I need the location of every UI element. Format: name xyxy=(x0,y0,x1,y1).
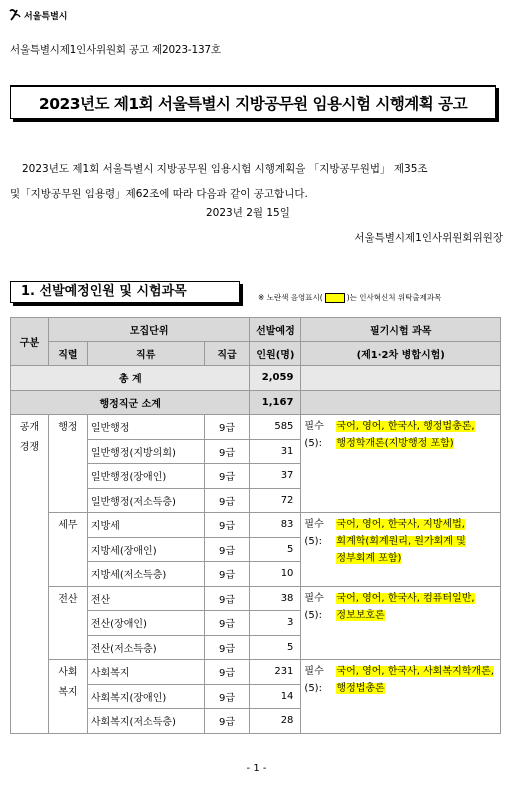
jikryeol-cell xyxy=(48,586,87,660)
subject-cell xyxy=(301,415,501,513)
seoul-logo-icon xyxy=(8,8,22,22)
subject-label: 필수(5): xyxy=(304,421,324,449)
count-cell: 585 xyxy=(250,415,301,440)
subject-label: 필수(5): xyxy=(304,519,324,547)
category-cell xyxy=(11,415,49,734)
grade-cell: 9급 xyxy=(204,488,250,513)
grade-cell: 9급 xyxy=(204,611,250,636)
subject-text xyxy=(336,590,497,624)
legend-swatch xyxy=(325,293,345,303)
total-empty xyxy=(301,366,501,391)
jikryeol-cell xyxy=(48,513,87,587)
body-line-2: 및「지방공무원 임용령」제62조에 따라 다음과 같이 공고합니다. xyxy=(10,188,308,200)
subtotal-row xyxy=(11,390,501,415)
recruitment-table xyxy=(10,317,501,734)
grade-cell: 9급 xyxy=(204,464,250,489)
total-label: 총 계 xyxy=(11,366,250,391)
subject-line: 회계학(회계원리, 원가회계 및 xyxy=(336,536,466,547)
jikryeol-label: 사회 xyxy=(58,667,78,678)
jikryeol-cell xyxy=(48,660,87,734)
grade-cell: 9급 xyxy=(204,562,250,587)
count-cell: 83 xyxy=(250,513,301,538)
table-row xyxy=(11,660,501,685)
grade-cell: 9급 xyxy=(204,513,250,538)
header-subject-2: (제1·2차 병합시험) xyxy=(301,342,501,366)
body-line-1: 2023년도 제1회 서울특별시 지방공무원 임용시험 시행계획을 「지방공무원법」 제35조 xyxy=(22,163,428,175)
subject-line: 행정법총론 xyxy=(336,683,385,694)
legend xyxy=(258,292,441,303)
announcement-body xyxy=(10,157,502,207)
subtotal-value: 1,167 xyxy=(250,390,301,415)
legend-suffix: )는 인사혁신처 위탁출제과목 xyxy=(346,293,442,302)
grade-cell: 9급 xyxy=(204,684,250,709)
header-jikryeol: 직렬 xyxy=(48,342,87,366)
jikryeol-cell xyxy=(48,415,87,513)
count-cell: 5 xyxy=(250,537,301,562)
grade-cell: 9급 xyxy=(204,537,250,562)
table-row xyxy=(11,513,501,538)
grade-cell: 9급 xyxy=(204,586,250,611)
count-cell: 72 xyxy=(250,488,301,513)
subtotal-empty xyxy=(301,390,501,415)
grade-cell: 9급 xyxy=(204,709,250,734)
subtotal-label: 행정직군 소계 xyxy=(11,390,250,415)
jikryu-cell: 일반행정(장애인) xyxy=(87,464,204,489)
grade-cell: 9급 xyxy=(204,415,250,440)
subject-text xyxy=(336,663,497,697)
jikryeol-label: 세무 xyxy=(58,520,78,531)
count-cell: 28 xyxy=(250,709,301,734)
subject-line: 행정학개론(지방행정 포함) xyxy=(336,438,454,449)
section-heading: 1. 선발예정인원 및 시험과목 xyxy=(10,281,240,303)
jikryu-cell: 전산(장애인) xyxy=(87,611,204,636)
jikryeol-label: 복지 xyxy=(58,687,78,698)
table-header-row-1 xyxy=(11,318,501,342)
total-row xyxy=(11,366,501,391)
page-number: - 1 - xyxy=(246,763,267,774)
header-gubun: 구분 xyxy=(11,318,49,366)
logo-text: 서울특별시 xyxy=(24,11,68,22)
count-cell: 5 xyxy=(250,635,301,660)
jikryu-cell: 사회복지 xyxy=(87,660,204,685)
subject-cell xyxy=(301,513,501,587)
jikryu-cell: 지방세 xyxy=(87,513,204,538)
subject-label: 필수(5): xyxy=(304,666,324,694)
grade-cell: 9급 xyxy=(204,635,250,660)
total-value: 2,059 xyxy=(250,366,301,391)
category-line: 경쟁 xyxy=(19,442,40,453)
count-cell: 37 xyxy=(250,464,301,489)
header-inwon-2: 인원(명) xyxy=(250,342,301,366)
subject-cell xyxy=(301,586,501,660)
header-jikgeup: 직급 xyxy=(204,342,250,366)
count-cell: 14 xyxy=(250,684,301,709)
subject-line: 국어, 영어, 한국사, 지방세법, xyxy=(336,519,465,530)
table-row xyxy=(11,586,501,611)
grade-cell: 9급 xyxy=(204,660,250,685)
header-jikryu: 직류 xyxy=(87,342,204,366)
grade-cell: 9급 xyxy=(204,439,250,464)
jikryeol-label: 전산 xyxy=(58,593,78,605)
jikryu-cell: 전산 xyxy=(87,586,204,611)
notice-number: 서울특별시제1인사위원회 공고 제2023-137호 xyxy=(10,44,221,56)
table-row xyxy=(11,415,501,440)
jikryu-cell: 일반행정(저소득층) xyxy=(87,488,204,513)
subject-label: 필수(5): xyxy=(304,592,324,621)
subject-line: 국어, 영어, 한국사, 사회복지학개론, xyxy=(336,666,494,677)
subject-line: 정부회계 포함) xyxy=(336,553,402,564)
count-cell: 3 xyxy=(250,611,301,636)
signer: 서울특별시제1인사위원회위원장 xyxy=(354,232,503,244)
count-cell: 31 xyxy=(250,439,301,464)
header-mojip: 모집단위 xyxy=(48,318,250,342)
header-subject-1: 필기시험 과목 xyxy=(301,318,501,342)
jikryu-cell: 일반행정 xyxy=(87,415,204,440)
legend-prefix: ※ 노란색 음영표시( xyxy=(258,293,323,302)
count-cell: 231 xyxy=(250,660,301,685)
seoul-logo xyxy=(8,8,67,22)
announcement-date: 2023년 2월 15일 xyxy=(206,207,290,219)
subject-text xyxy=(336,516,497,567)
count-cell: 10 xyxy=(250,562,301,587)
jikryu-cell: 전산(저소득층) xyxy=(87,635,204,660)
table-header-row-2 xyxy=(11,342,501,366)
page-title: 2023년도 제1회 서울특별시 지방공무원 임용시험 시행계획 공고 xyxy=(10,85,496,119)
category-line: 공개 xyxy=(19,422,40,433)
subject-cell xyxy=(301,660,501,734)
subject-line: 국어, 영어, 한국사, 행정법총론, xyxy=(336,421,475,432)
jikryeol-label: 행정 xyxy=(58,422,78,433)
subject-line: 정보보호론 xyxy=(336,609,385,621)
jikryu-cell: 일반행정(지방의회) xyxy=(87,439,204,464)
count-cell: 38 xyxy=(250,586,301,611)
jikryu-cell: 사회복지(저소득층) xyxy=(87,709,204,734)
jikryu-cell: 지방세(저소득층) xyxy=(87,562,204,587)
jikryu-cell: 사회복지(장애인) xyxy=(87,684,204,709)
subject-text xyxy=(336,418,497,452)
header-inwon-1: 선발예정 xyxy=(250,318,301,342)
subject-line: 국어, 영어, 한국사, 컴퓨터일반, xyxy=(336,592,475,604)
jikryu-cell: 지방세(장애인) xyxy=(87,537,204,562)
